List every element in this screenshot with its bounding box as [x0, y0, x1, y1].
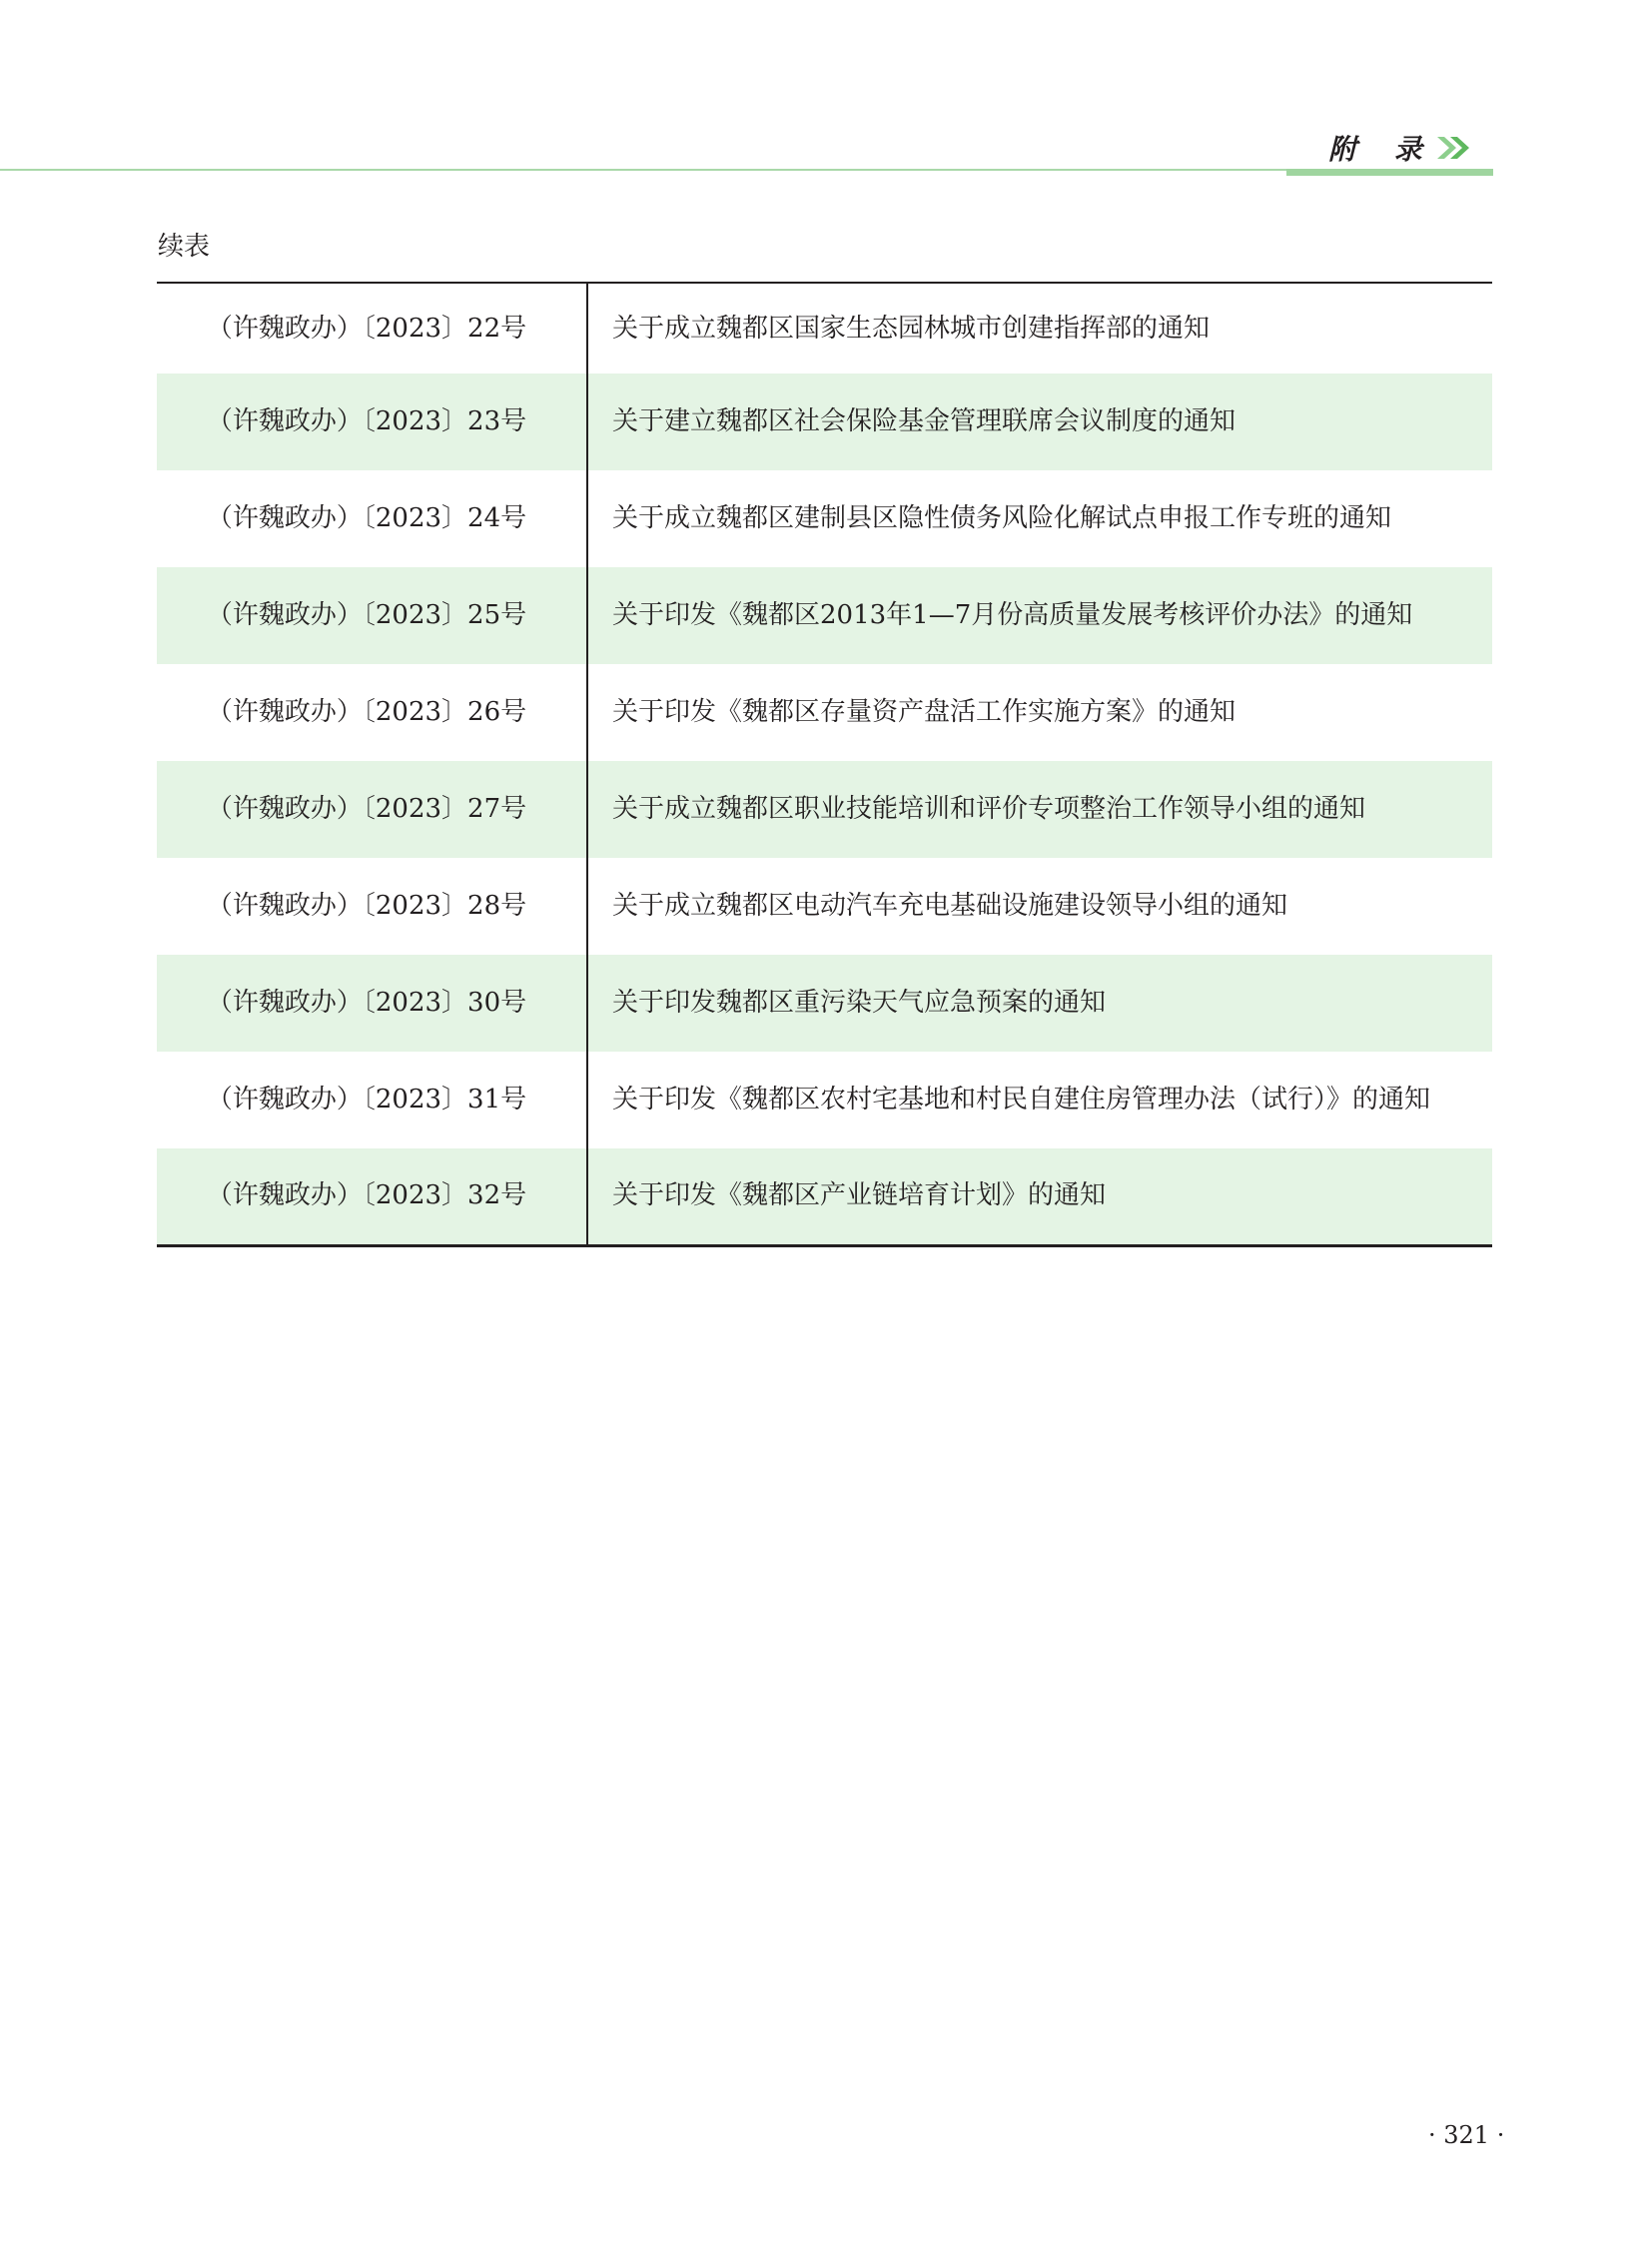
document-title-cell: 关于成立魏都区电动汽车充电基础设施建设领导小组的通知 — [612, 891, 1288, 921]
document-table — [157, 282, 1492, 1247]
document-number-cell: （许魏政办）〔2023〕30号 — [157, 955, 587, 1052]
table-row — [157, 470, 1492, 567]
document-title-cell: 关于建立魏都区社会保险基金管理联席会议制度的通知 — [587, 374, 1492, 470]
table-row — [157, 283, 1492, 374]
table-row — [157, 664, 1492, 761]
table-row — [157, 1052, 1492, 1148]
section-title: 附 录 — [1328, 133, 1436, 166]
document-number-cell: （许魏政办）〔2023〕23号 — [157, 374, 587, 470]
double-chevron-right-icon — [1435, 135, 1473, 161]
document-number-cell: （许魏政办）〔2023〕22号 — [157, 283, 587, 374]
table-row — [157, 955, 1492, 1052]
document-title-cell: 关于印发魏都区重污染天气应急预案的通知 — [587, 955, 1492, 1052]
page-number: · 321 · — [1428, 2121, 1505, 2149]
document-title-cell: 关于印发《魏都区产业链培育计划》的通知 — [587, 1148, 1492, 1245]
document-number-cell: （许魏政办）〔2023〕24号 — [157, 470, 587, 567]
table-row — [157, 567, 1492, 664]
table-row — [157, 1148, 1492, 1245]
document-number-cell: （许魏政办）〔2023〕26号 — [157, 664, 587, 761]
document-title-cell: 关于成立魏都区建制县区隐性债务风险化解试点申报工作专班的通知 — [612, 503, 1392, 533]
document-title-cell: 关于印发《魏都区2013年1—7月份高质量发展考核评价办法》的通知 — [587, 567, 1492, 664]
document-number-cell: （许魏政办）〔2023〕27号 — [157, 761, 587, 858]
header-rule — [0, 169, 1493, 171]
document-title-cell: 关于成立魏都区国家生态园林城市创建指挥部的通知 — [587, 283, 1492, 374]
document-number-cell: （许魏政办）〔2023〕32号 — [157, 1148, 587, 1245]
document-number-cell: （许魏政办）〔2023〕28号 — [157, 858, 587, 955]
document-title-cell: 关于印发《魏都区农村宅基地和村民自建住房管理办法（试行）》的通知 — [612, 1085, 1431, 1115]
table-row — [157, 858, 1492, 955]
table-caption: 续表 — [158, 232, 211, 262]
document-title-cell: 关于成立魏都区职业技能培训和评价专项整治工作领导小组的通知 — [587, 761, 1492, 858]
document-number-cell: （许魏政办）〔2023〕25号 — [157, 567, 587, 664]
table-row — [157, 374, 1492, 470]
table-body — [157, 283, 1492, 1245]
table-row — [157, 761, 1492, 858]
document-number-cell: （许魏政办）〔2023〕31号 — [157, 1052, 587, 1148]
document-title-cell: 关于印发《魏都区存量资产盘活工作实施方案》的通知 — [612, 697, 1237, 727]
header-accent-bar — [1286, 169, 1493, 176]
